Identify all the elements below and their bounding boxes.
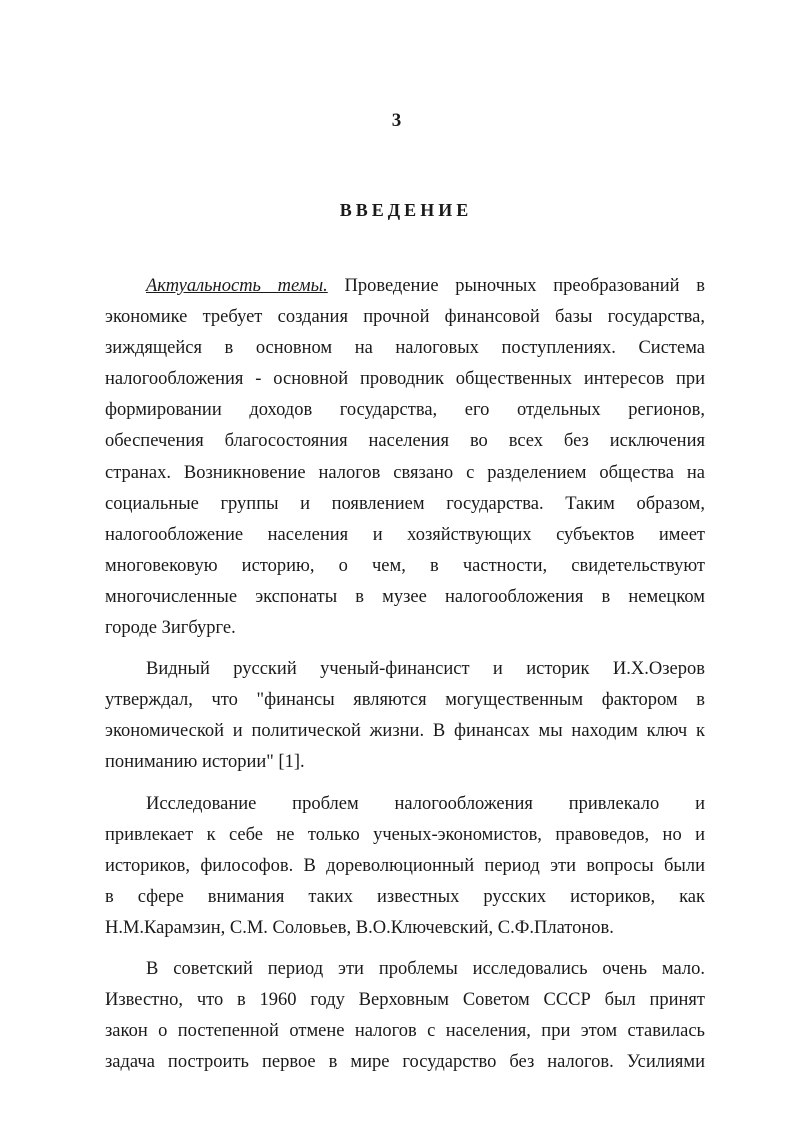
body-text <box>105 271 705 1078</box>
paragraph-line: экономической и политической жизни. В финансах мы находим ключ к <box>105 721 705 742</box>
paragraph-line: многовековую историю, о чем, в частности, свидетельствуют <box>105 555 705 576</box>
relevance-label: Актуальность темы. <box>146 276 328 296</box>
paragraph-research <box>105 789 705 944</box>
paragraph-line: В советский период эти проблемы исследовались очень мало. <box>146 958 705 979</box>
paragraph-line: формировании доходов государства, его отдельных регионов, <box>105 400 705 421</box>
paragraph-line: историков, философов. В дореволюционный период эти вопросы были <box>105 855 705 876</box>
paragraph-line: в сфере внимания таких известных русских историков, как <box>105 886 705 907</box>
paragraph-gap <box>105 644 705 654</box>
paragraph-line: Исследование проблем налогообложения привлекало и <box>146 793 705 814</box>
paragraph-line <box>105 271 705 302</box>
paragraph-line: закон о постепенной отмене налогов с населения, при этом ставилась <box>105 1021 705 1042</box>
paragraph-ozerov <box>105 654 705 778</box>
paragraph-line: социальные группы и появлением государства. Таким образом, <box>105 493 705 514</box>
paragraph-line: Видный русский ученый-финансист и историк И.Х.Озеров <box>146 659 705 680</box>
paragraph-line: налогообложения - основной проводник общественных интересов при <box>105 369 705 390</box>
paragraph-line: экономике требует создания прочной финансовой базы государства, <box>105 307 705 328</box>
paragraph-gap <box>105 944 705 954</box>
page-number: 3 <box>391 110 402 131</box>
paragraph-line: пониманию истории" [1]. <box>105 752 305 773</box>
paragraph-line: Н.М.Карамзин, С.М. Соловьев, В.О.Ключевский, С.Ф.Платонов. <box>105 917 614 938</box>
paragraph-line: налогообложение населения и хозяйствующих субъектов имеет <box>105 524 705 545</box>
paragraph-line: задача построить первое в мире государство без налогов. Усилиями <box>105 1052 705 1073</box>
section-heading: ВВЕДЕНИЕ <box>339 200 473 220</box>
paragraph-line: утверждал, что "финансы являются могущественным фактором в <box>105 690 705 711</box>
paragraph-relevance <box>105 271 705 644</box>
paragraph-line: Известно, что в 1960 году Верховным Советом СССР был принят <box>105 990 705 1011</box>
paragraph-line: многочисленные экспонаты в музее налогообложения в немецком <box>105 586 705 607</box>
paragraph-line-text: Проведение рыночных преобразований в <box>327 276 705 296</box>
paragraph-line: обеспечения благосостояния населения во всех без исключения <box>105 431 705 452</box>
paragraph-line: городе Зигбурге. <box>105 618 236 639</box>
paragraph-soviet <box>105 954 705 1078</box>
paragraph-line: странах. Возникновение налогов связано с разделением общества на <box>105 462 705 483</box>
paragraph-line: зиждящейся в основном на налоговых поступлениях. Система <box>105 338 705 359</box>
paragraph-gap <box>105 779 705 789</box>
paragraph-line: привлекает к себе не только ученых-экономистов, правоведов, но и <box>105 824 705 845</box>
